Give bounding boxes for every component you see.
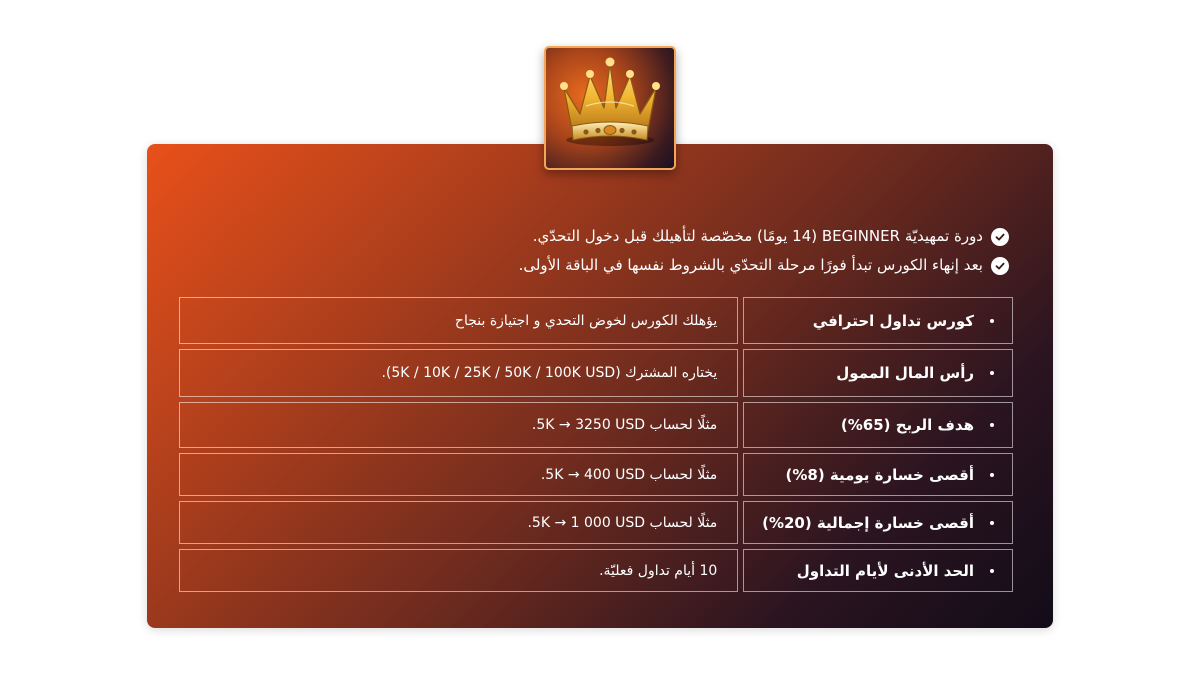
row-value-cell: يؤهلك الكورس لخوض التحدي و اجتيازة بنجاح — [179, 297, 738, 344]
table-row — [179, 349, 1013, 397]
crown-badge — [544, 46, 676, 170]
feature-text: بعد إنهاء الكورس تبدأ فورًا مرحلة التحدّي بالشروط نفسها في الباقة الأولى. — [518, 256, 983, 274]
challenge-card — [147, 144, 1053, 628]
table-row — [179, 549, 1013, 592]
bullet-dot — [990, 569, 994, 573]
row-value-cell: مثلًا لحساب 5K → 400 USD. — [179, 453, 738, 496]
row-value-cell: مثلًا لحساب 5K → 1 000 USD. — [179, 501, 738, 544]
table-row — [179, 501, 1013, 544]
row-value-cell: مثلًا لحساب 5K → 3250 USD. — [179, 402, 738, 448]
bullet-dot — [990, 371, 994, 375]
row-label-cell: الحد الأدنى لأيام التداول — [743, 549, 1013, 592]
row-label-cell: أقصى خسارة يومية (8%) — [743, 453, 1013, 496]
table-row — [179, 402, 1013, 448]
table-row — [179, 453, 1013, 496]
row-label-cell: هدف الربح (65%) — [743, 402, 1013, 448]
row-value-cell: 10 أيام تداول فعليّة. — [179, 549, 738, 592]
bullet-dot — [990, 521, 994, 525]
bullet-dot — [990, 319, 994, 323]
table-row — [179, 297, 1013, 344]
row-label-cell: رأس المال الممول — [743, 349, 1013, 397]
features-list — [519, 222, 1009, 280]
feature-text: دورة تمهيديّة BEGINNER (14 يومًا) مخصّصة لتأهيلك قبل دخول التحدّي. — [532, 227, 983, 245]
bullet-dot — [990, 423, 994, 427]
conditions-table — [179, 297, 1013, 597]
row-value-cell: يختاره المشترك (5K / 10K / 25K / 50K / 100K USD). — [179, 349, 738, 397]
feature-item — [519, 251, 1009, 280]
check-circle-icon — [991, 257, 1009, 275]
check-circle-icon — [991, 228, 1009, 246]
feature-item — [519, 222, 1009, 251]
crown-icon — [546, 48, 674, 168]
row-label-cell: أقصى خسارة إجمالية (20%) — [743, 501, 1013, 544]
row-label-cell: كورس تداول احترافي — [743, 297, 1013, 344]
bullet-dot — [990, 473, 994, 477]
